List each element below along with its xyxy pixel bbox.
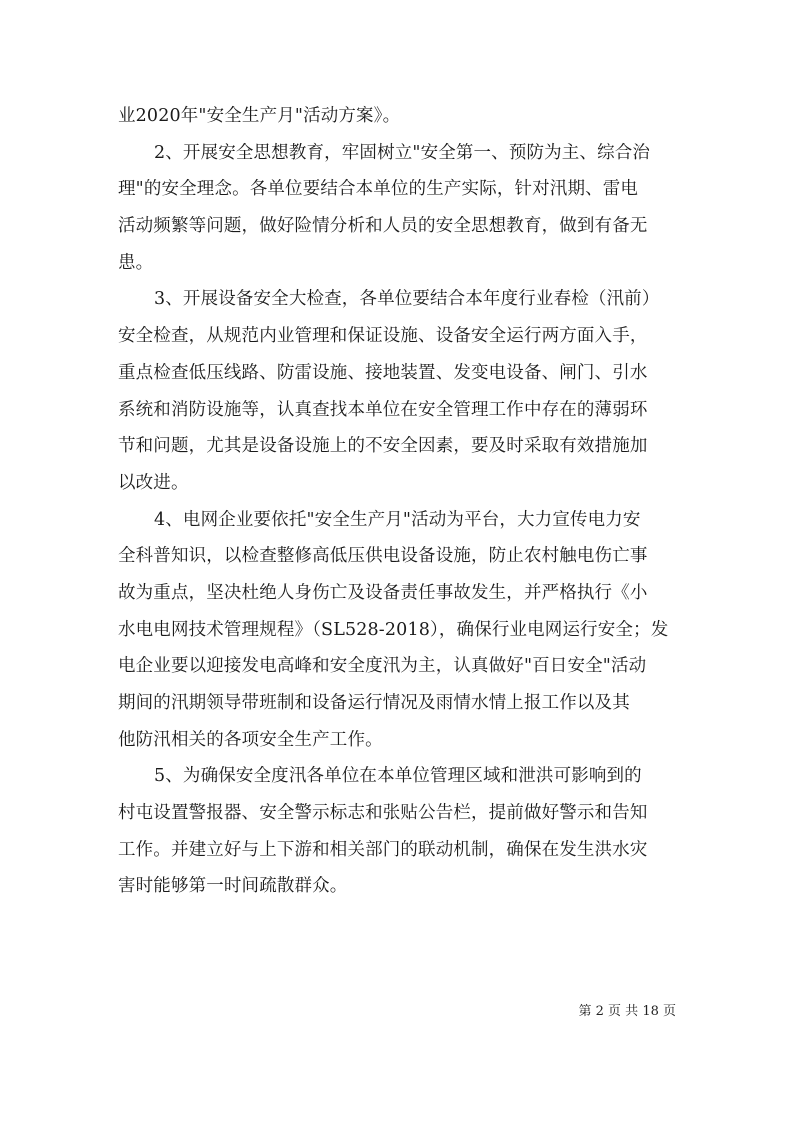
- text-line: 他防汛相关的各项安全生产工作。: [118, 729, 383, 750]
- text-line: 系统和消防设施等，认真查找本单位在安全管理工作中存在的薄弱环: [118, 399, 648, 420]
- text-line: 害时能够第一时间疏散群众。: [118, 876, 348, 897]
- text-line: 村屯设置警报器、安全警示标志和张贴公告栏，提前做好警示和告知: [118, 803, 648, 824]
- text-line: 期间的汛期领导带班制和设备运行情况及雨情水情上报工作以及其: [118, 693, 630, 713]
- text-line: 业2020年"安全生产月"活动方案》。: [118, 106, 401, 126]
- text-line: 活动频繁等问题，做好险情分析和人员的安全思想教育，做到有备无: [118, 216, 648, 237]
- text-line: 以改进。: [118, 472, 189, 493]
- text-line: 重点检查低压线路、防雷设施、接地装置、发变电设备、闸门、引水: [118, 362, 648, 383]
- text-line: 理"的安全理念。各单位要结合本单位的生产实际，针对汛期、雷电: [118, 179, 639, 200]
- text-line: 2、开展安全思想教育，牢固树立"安全第一、预防为主、综合治: [154, 142, 651, 163]
- text-line: 5、为确保安全度汛各单位在本单位管理区域和泄洪可影响到的: [154, 766, 642, 787]
- text-line: 工作。并建立好与上下游和相关部门的联动机制，确保在发生洪水灾: [118, 839, 648, 860]
- text-line: 故为重点，坚决杜绝人身伤亡及设备责任事故发生，并严格执行《小: [118, 582, 648, 603]
- document-body: [118, 98, 686, 905]
- page-footer: [0, 1000, 794, 1019]
- text-line: 节和问题，尤其是设备设施上的不安全因素，要及时采取有效措施加: [118, 436, 648, 457]
- text-line: 3、开展设备安全大检查，各单位要结合本年度行业春检（汛前）: [154, 289, 660, 310]
- text-line: 安全检查，从规范内业管理和保证设施、设备安全运行两方面入手，: [118, 326, 648, 347]
- text-line: 4、电网企业要依托"安全生产月"活动为平台，大力宣传电力安: [154, 509, 641, 530]
- text-line: 全科普知识，以检查整修高低压供电设备设施，防止农村触电伤亡事: [118, 546, 648, 567]
- text-line: 水电电网技术管理规程》（SL528-2018），确保行业电网运行安全；发: [118, 619, 669, 640]
- text-line: 患。: [118, 252, 154, 273]
- text-line: 电企业要以迎接发电高峰和安全度汛为主，认真做好"百日安全"活动: [118, 656, 647, 677]
- page-number: 第 2 页 共 18 页: [578, 1004, 676, 1019]
